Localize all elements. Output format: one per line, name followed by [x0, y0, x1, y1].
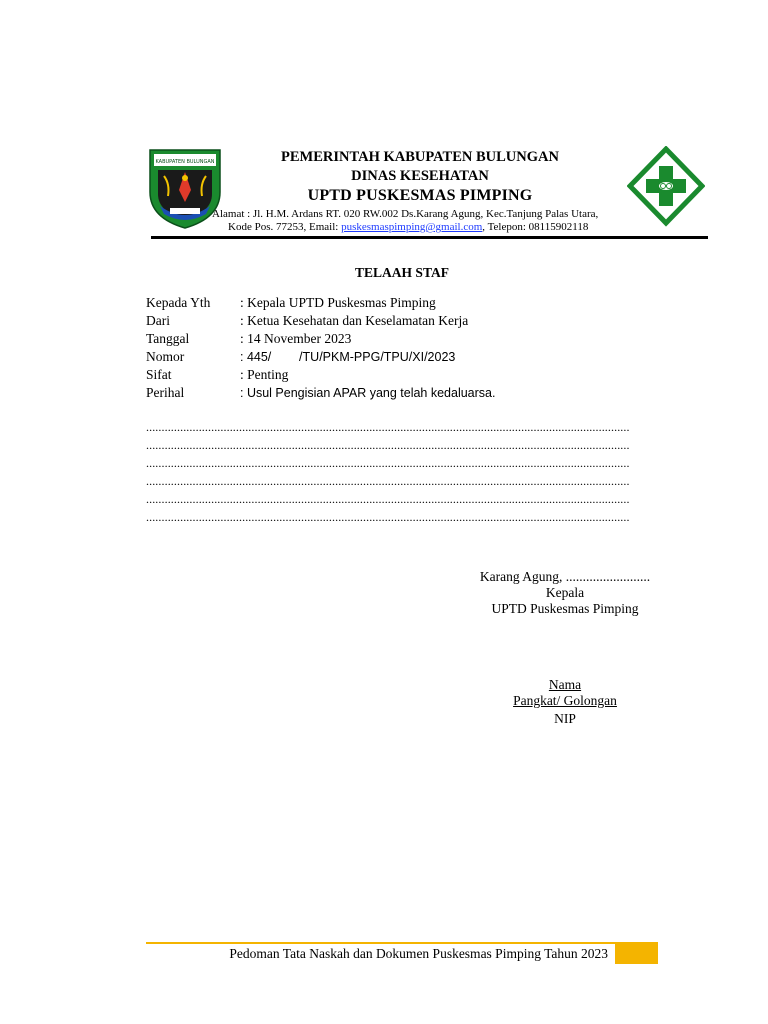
signature-position: Kepala — [545, 585, 585, 600]
signature-rank-text: Pangkat/ Golongan — [513, 693, 617, 708]
dotted-line: ............................................................................................................................................................ — [146, 438, 630, 452]
field-perihal — [146, 385, 495, 403]
header-divider — [151, 236, 708, 239]
footer-accent-box — [615, 944, 658, 964]
field-label: Perihal — [146, 385, 185, 400]
phone-label: , Telepon: 08115902118 — [482, 221, 589, 233]
signature-name-text: Nama — [548, 677, 582, 692]
dotted-line: ............................................................................................................................................................ — [146, 420, 630, 434]
field-value: : 445/ /TU/PKM-PPG/TPU/XI/2023 — [240, 350, 456, 364]
email-link[interactable]: puskesmaspimping@gmail.com — [341, 221, 483, 233]
header-government: PEMERINTAH KABUPATEN BULUNGAN — [281, 149, 559, 165]
field-label: Sifat — [146, 367, 172, 382]
field-value: : Usul Pengisian APAR yang telah kedaluarsa. — [240, 386, 496, 400]
field-label: Nomor — [146, 349, 185, 364]
signature-nip: NIP — [554, 711, 576, 726]
document-title: TELAAH STAF — [355, 265, 449, 280]
field-dari — [146, 313, 468, 331]
field-kepada — [146, 295, 436, 313]
field-value: : Kepala UPTD Puskesmas Pimping — [240, 295, 436, 310]
field-label: Dari — [146, 313, 170, 328]
dotted-line: ............................................................................................................................................................ — [146, 510, 630, 524]
field-label: Kepada Yth — [146, 295, 211, 310]
signature-office: UPTD Puskesmas Pimping — [491, 601, 639, 616]
field-label: Tanggal — [146, 331, 190, 346]
puskesmas-logo — [627, 146, 705, 230]
field-value: : 14 November 2023 — [240, 331, 352, 346]
signature-rank — [460, 693, 670, 709]
field-tanggal — [146, 331, 351, 349]
dotted-line: ............................................................................................................................................................ — [146, 456, 630, 470]
signature-place-date: Karang Agung, ......................... — [479, 569, 651, 584]
dotted-line: ............................................................................................................................................................ — [146, 492, 630, 506]
field-value: : Penting — [240, 367, 289, 382]
field-sifat — [146, 367, 288, 385]
header-contact — [228, 221, 588, 233]
signature-name — [460, 677, 670, 693]
field-value: : Ketua Kesehatan dan Keselamatan Kerja — [240, 313, 469, 328]
postal-code-label: Kode Pos. 77253, Email: — [228, 221, 342, 233]
header-office: UPTD PUSKESMAS PIMPING — [307, 187, 533, 204]
dotted-line: ............................................................................................................................................................ — [146, 474, 630, 488]
field-nomor — [146, 349, 455, 367]
header-agency: DINAS KESEHATAN — [351, 168, 489, 184]
header-address: Alamat : Jl. H.M. Ardans RT. 020 RW.002 Ds.Karang Agung, Kec.Tanjung Palas Utara, — [212, 208, 599, 220]
footer-text: Pedoman Tata Naskah dan Dokumen Puskesmas Pimping Tahun 2023 — [229, 946, 608, 961]
footer-divider — [146, 942, 658, 944]
svg-text:KABUPATEN BULUNGAN: KABUPATEN BULUNGAN — [155, 159, 215, 165]
